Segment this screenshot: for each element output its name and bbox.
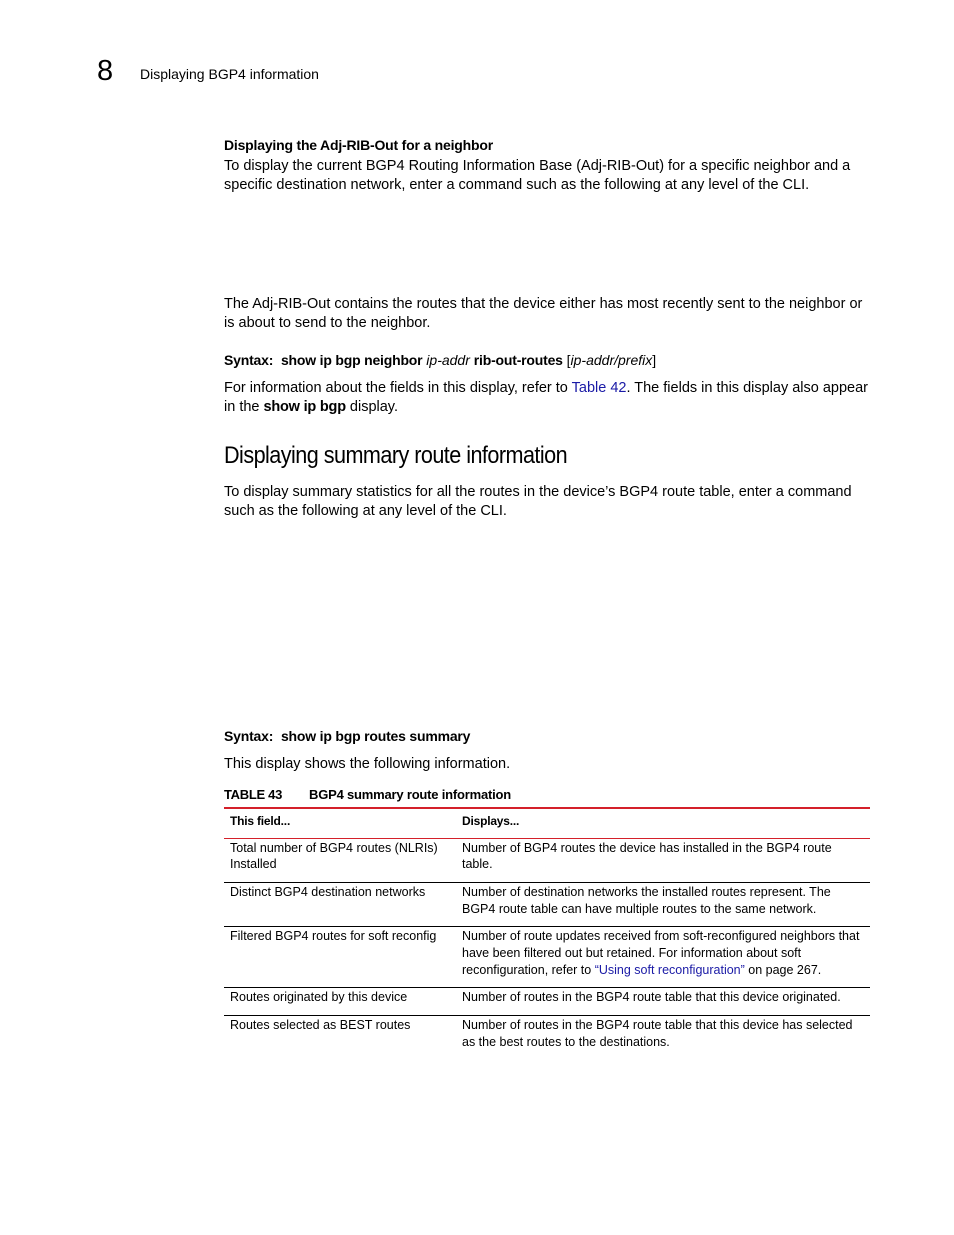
summary-route-table: [224, 807, 870, 1060]
syntax-routes-summary: [224, 727, 870, 746]
syntax-label: Syntax:: [224, 352, 274, 368]
syntax-argument: ip-addr/prefix: [570, 352, 653, 368]
table-row: [224, 838, 870, 882]
table-caption-label: TABLE 43: [224, 787, 283, 802]
table-caption-text: BGP4 summary route information: [309, 787, 512, 802]
field-cell: Routes originated by this device: [230, 990, 408, 1005]
syntax-bracket: [: [566, 352, 571, 368]
table-caption: [224, 786, 512, 804]
description-cell: Number of destination networks the installed routes represent. The BGP4 route table can have multiple routes to the same network.: [462, 884, 831, 916]
field-cell: Distinct BGP4 destination networks: [230, 884, 426, 899]
table-lead: This display shows the following information.: [224, 756, 511, 772]
syntax-rib-out-routes: [224, 351, 870, 370]
syntax-command: show ip bgp neighbor: [280, 352, 423, 368]
adj-rib-out-intro: To display the current BGP4 Routing Information Base (Adj-RIB-Out) for a specific neighbor and a specific destination network, enter a command such as the following at any level of the CLI.: [224, 158, 851, 193]
description-cell: Number of routes in the BGP4 route table that this device has selected as the best routes to the destinations.: [462, 1018, 853, 1049]
refer-text: . The fields in this display also appear in the: [224, 380, 869, 415]
column-header-field: This field...: [230, 814, 291, 828]
field-cell: Routes selected as BEST routes: [230, 1018, 411, 1033]
field-cell: Filtered BGP4 routes for soft reconfig: [230, 929, 437, 944]
column-header-displays: Displays...: [462, 814, 520, 828]
description-text: Number of route updates received from soft-reconfigured neighbors that have been filtered out but retained. For information about soft reconfiguration, refer to: [462, 929, 860, 977]
inline-command: show ip bgp: [263, 399, 346, 415]
table-row: [224, 882, 870, 926]
section-heading-summary: Displaying summary route information: [224, 442, 568, 469]
syntax-bracket: ]: [652, 352, 657, 368]
chapter-number: 8: [97, 55, 114, 87]
table-row: [224, 1016, 870, 1060]
description-cell: Number of routes in the BGP4 route table that this device originated.: [462, 990, 841, 1005]
syntax-label: Syntax:: [224, 728, 274, 744]
soft-reconfiguration-link[interactable]: “Using soft reconfiguration”: [594, 962, 745, 977]
refer-text: For information about the fields in this display, refer to: [224, 380, 572, 396]
refer-paragraph: [224, 379, 870, 417]
description-text: on page 267.: [744, 962, 822, 977]
syntax-argument: ip-addr: [426, 352, 470, 368]
table-42-link[interactable]: Table 42: [571, 380, 627, 396]
adj-rib-out-explanation: The Adj-RIB-Out contains the routes that the device either has most recently sent to the neighbor or is about to send to the neighbor.: [224, 296, 863, 331]
table-row: [224, 988, 870, 1016]
description-cell: [456, 927, 870, 988]
section-heading-adj-rib-out: Displaying the Adj-RIB-Out for a neighbor: [224, 137, 493, 153]
table-header-row: [224, 808, 870, 838]
chapter-title: Displaying BGP4 information: [140, 66, 319, 82]
syntax-command: rib-out-routes: [473, 352, 563, 368]
description-cell: Number of BGP4 routes the device has installed in the BGP4 route table.: [462, 840, 832, 872]
table-row: [224, 927, 870, 988]
field-cell: Total number of BGP4 routes (NLRIs) Installed: [230, 840, 438, 872]
refer-text: display.: [345, 399, 398, 415]
syntax-command: show ip bgp routes summary: [280, 728, 471, 744]
summary-intro: To display summary statistics for all the routes in the device’s BGP4 route table, enter a command such as the following at any level of the CLI.: [224, 484, 852, 519]
